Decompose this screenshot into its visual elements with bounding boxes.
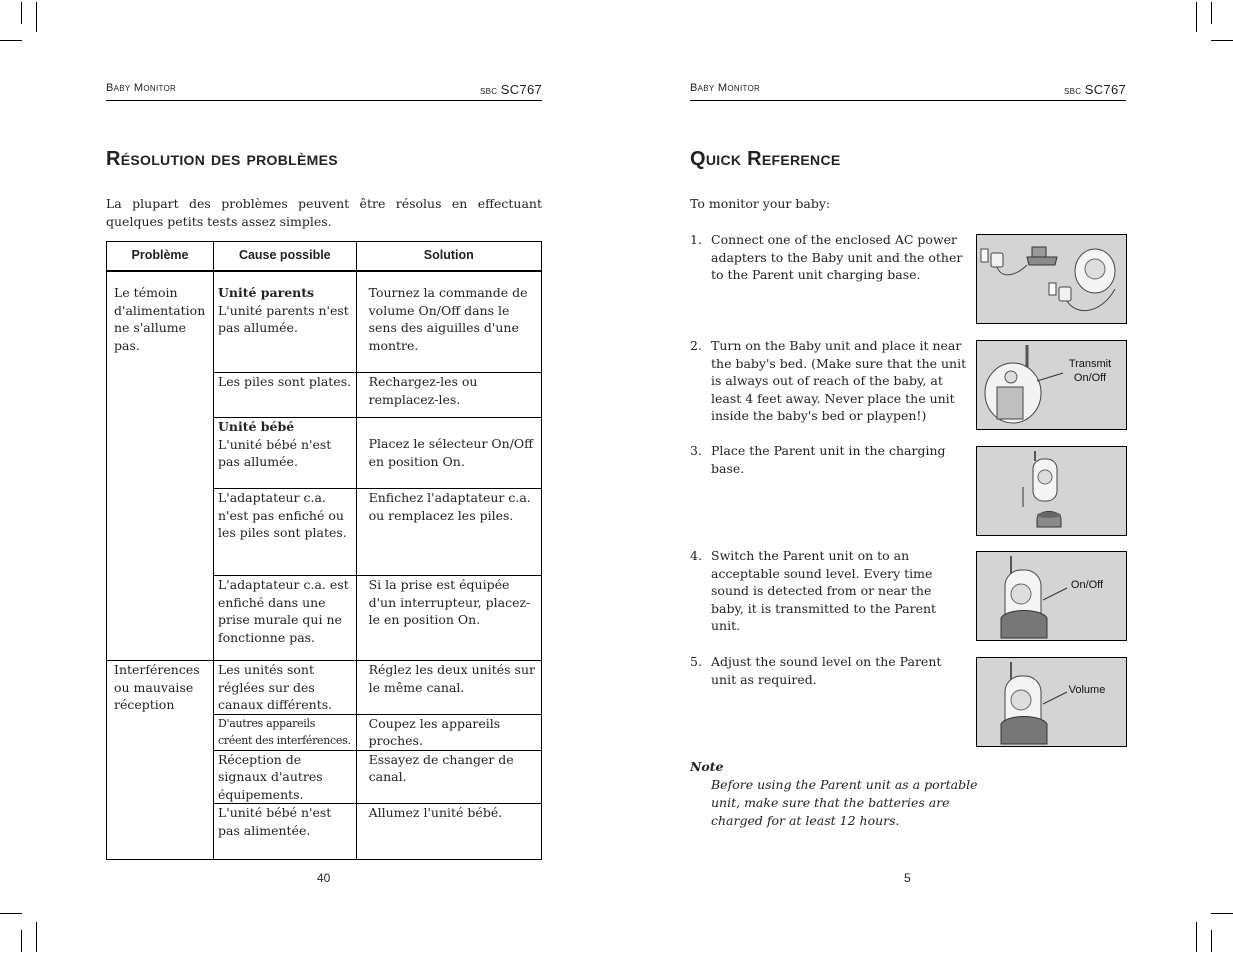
table-header-row [107,242,542,272]
running-header [106,82,542,101]
solution-cell: Essayez de changer de canal. [356,750,541,804]
cause-cell: Les piles sont plates. [213,373,356,418]
solution-cell: Enfichez l'adaptateur c.a. ou remplacez les piles. [356,489,541,576]
intro-text: La plupart des problèmes peuvent être résolus en effectuant quelques petits tests assez simples. [106,196,542,229]
step-number: 2. [690,338,702,353]
header-model: sbc SC767 [1064,82,1126,97]
baby-unit-illustration [976,340,1127,430]
running-header [690,82,1126,101]
cause-cell: Unité bébé L'unité bébé n'est pas allumée. [213,418,356,489]
step-text: Adjust the sound level on the Parent unit as required. [711,654,942,687]
column-header: Problème [107,242,214,272]
cause-cell: Unité parents L'unité parents n'est pas allumée. [213,271,356,373]
solution-cell: Tournez la commande de volume On/Off dans le sens des aiguilles d'une montre. [356,271,541,373]
header-title: Baby Monitor [690,82,761,94]
step-number: 3. [690,443,702,458]
note-box [690,758,990,830]
cause-cell: Réception de signaux d'autres équipements. [213,750,356,804]
image-label: Transmit On/Off [1068,358,1112,384]
intro-text: To monitor your baby: [690,196,831,211]
solution-cell: Coupez les appareils proches. [356,714,541,750]
troubleshooting-table [106,241,542,860]
table-row [107,271,542,373]
image-label: On/Off [1070,579,1104,591]
column-header: Cause possible [213,242,356,272]
step-number: 5. [690,654,702,669]
problem-cell: Le témoin d'alimentation ne s'allume pas. [107,271,214,661]
note-title: Note [690,759,724,774]
step-text: Switch the Parent unit on to an acceptable sound level. Every time sound is detected from or near the baby, it is transmitted to the Parent unit. [711,548,937,633]
header-model: sbc SC767 [480,82,542,97]
cause-cell: L'adaptateur c.a. n'est pas enfiché ou les piles sont plates. [213,489,356,576]
adapter-connection-illustration [976,234,1127,324]
note-text: Before using the Parent unit as a portable unit, make sure that the batteries are charged for at least 12 hours. [711,777,978,828]
cause-cell: L'adaptateur c.a. est enfiché dans une prise murale qui ne fonctionne pas. [213,576,356,661]
solution-cell: Si la prise est équipée d'un interrupteur, placez-le en position On. [356,576,541,661]
image-label: Volume [1068,684,1106,696]
solution-cell: Allumez l'unité bébé. [356,804,541,860]
solution-cell: Placez le sélecteur On/Off en position On. [356,418,541,489]
page-number: 5 [904,871,911,885]
parent-unit-onoff-illustration [976,551,1127,641]
page-number: 40 [317,871,331,885]
parent-unit-volume-illustration [976,657,1127,747]
step-text: Connect one of the enclosed AC power adapters to the Baby unit and the other to the Parent unit charging base. [711,232,963,282]
solution-cell: Réglez les deux unités sur le même canal. [356,661,541,715]
step-text: Place the Parent unit in the charging base. [711,443,946,476]
solution-cell: Rechargez-les ou remplacez-les. [356,373,541,418]
step-number: 1. [690,232,702,247]
problem-cell: Interférences ou mauvaise réception [107,661,214,860]
left-page [106,0,542,954]
table-row [107,661,542,715]
header-title: Baby Monitor [106,82,177,94]
step-number: 4. [690,548,702,563]
column-header: Solution [356,242,541,272]
step-text: Turn on the Baby unit and place it near the baby's bed. (Make sure that the unit is always out of reach of the baby, at least 4 feet away. Never place the unit inside the baby's bed or playpen!) [711,338,967,423]
page-title: Quick Reference [690,148,841,170]
right-page [690,0,1126,954]
cause-cell: L'unité bébé n'est pas alimentée. [213,804,356,860]
cause-cell: D'autres appareils créent des interférences. [213,714,356,750]
page-title: Résolution des problèmes [106,148,338,170]
cause-cell: Les unités sont réglées sur des canaux différents. [213,661,356,715]
charging-base-illustration [976,446,1127,536]
